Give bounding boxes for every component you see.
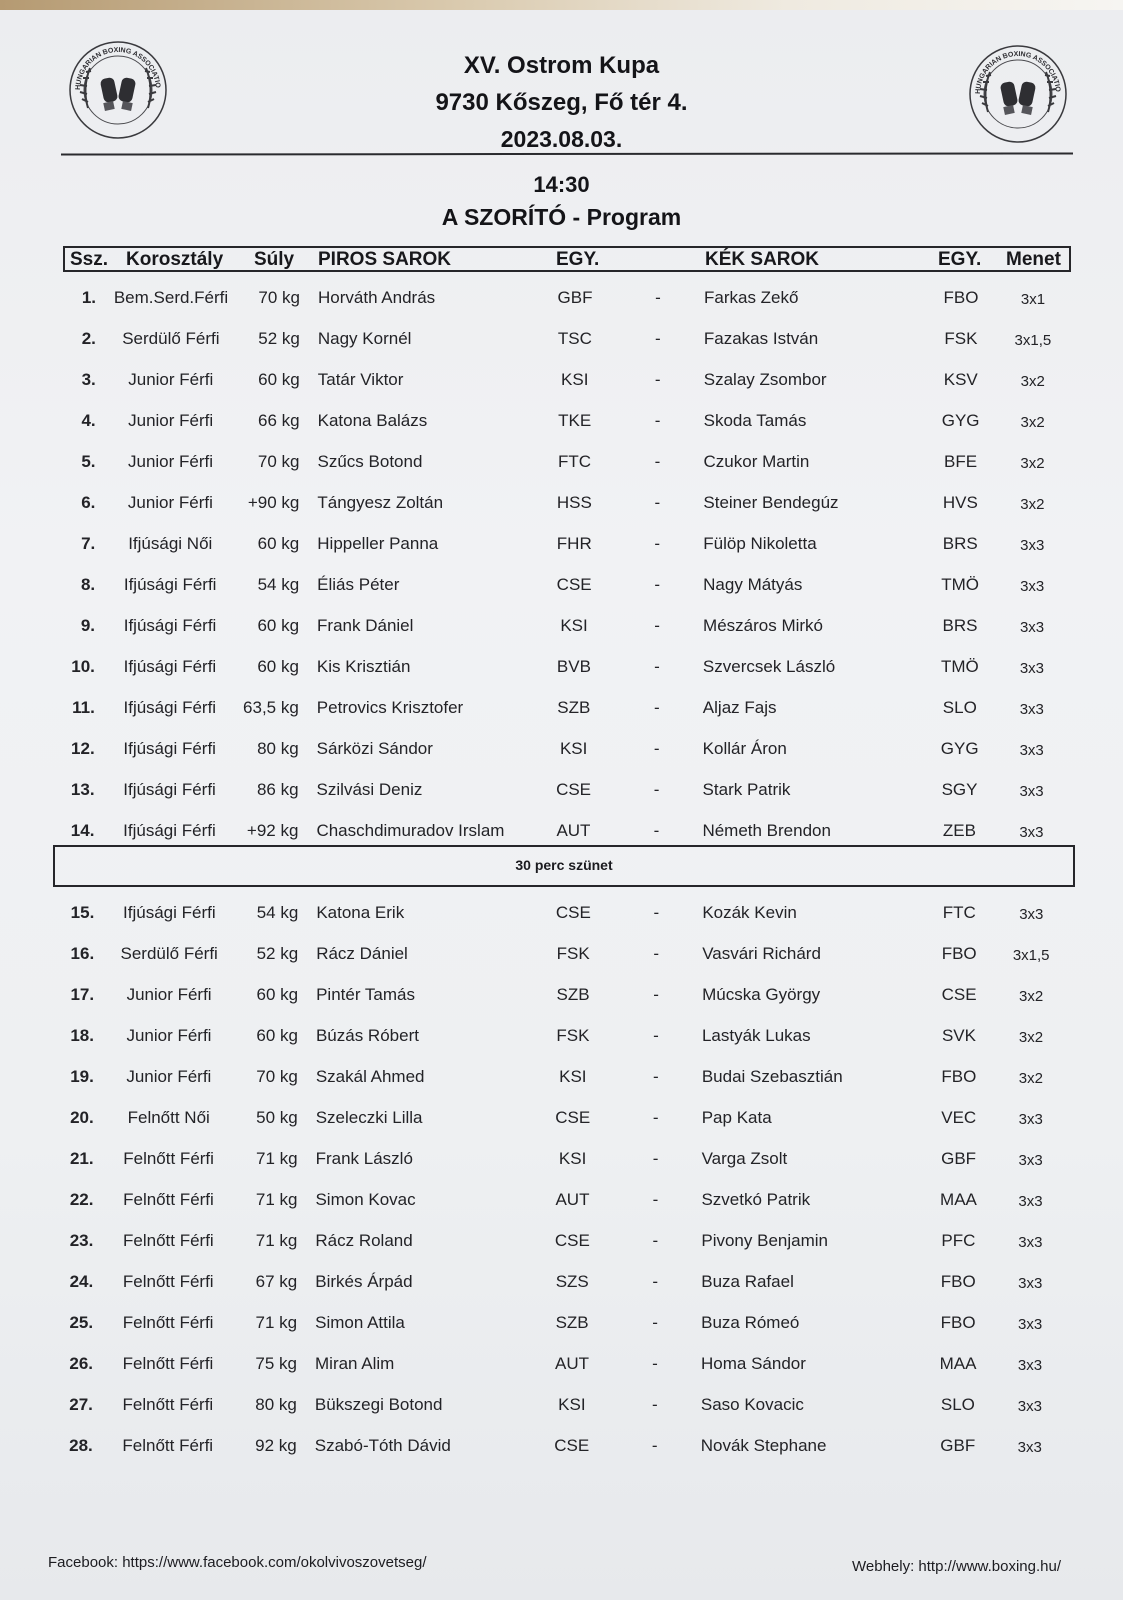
- program-title: A SZORÍTÓ - Program: [441, 204, 682, 230]
- bout-number: 20.: [70, 1108, 94, 1127]
- rounds: 3x3: [1019, 660, 1044, 677]
- age-group: Ifjúsági Férfi: [123, 657, 217, 676]
- rounds: 3x3: [1019, 824, 1044, 841]
- versus-dash: -: [653, 944, 660, 963]
- weight-class: 92 kg: [255, 1436, 297, 1455]
- blue-corner-club: BRS: [942, 616, 978, 635]
- rounds: 3x2: [1018, 1029, 1044, 1046]
- red-corner-club: GBF: [557, 288, 593, 307]
- weight-class: 71 kg: [255, 1313, 298, 1332]
- weight-class: 67 kg: [255, 1272, 298, 1291]
- table-row: [0, 1436, 1123, 1466]
- age-group: Junior Férfi: [128, 452, 214, 471]
- red-corner-boxer: Kis Krisztián: [316, 657, 411, 676]
- rounds: 3x3: [1019, 742, 1044, 759]
- rounds: 3x3: [1019, 619, 1045, 636]
- weight-class: 70 kg: [258, 288, 300, 307]
- bout-number: 12.: [71, 739, 95, 758]
- red-corner-club: CSE: [556, 575, 592, 594]
- weight-class: 80 kg: [255, 1395, 297, 1414]
- col-header-blue-club: EGY.: [938, 249, 982, 270]
- age-group: Felnőtt Férfi: [123, 1231, 214, 1250]
- red-corner-boxer: Szabó-Tóth Dávid: [314, 1436, 451, 1455]
- bout-number: 28.: [69, 1436, 93, 1455]
- blue-corner-club: FTC: [942, 903, 976, 922]
- versus-dash: -: [653, 1026, 659, 1045]
- age-group: Junior Férfi: [126, 985, 212, 1004]
- red-corner-club: FHR: [556, 534, 592, 553]
- table-row: [0, 985, 1123, 1015]
- red-corner-boxer: Horváth András: [318, 288, 436, 307]
- wood-strip: [0, 0, 1123, 10]
- table-row: [0, 534, 1123, 564]
- event-title: XV. Ostrom Kupa: [463, 52, 660, 79]
- age-group: Ifjúsági Férfi: [123, 903, 216, 922]
- red-corner-club: CSE: [555, 1108, 591, 1127]
- table-row: [0, 698, 1123, 728]
- bout-number: 2.: [81, 329, 96, 348]
- table-row: [0, 944, 1123, 974]
- versus-dash: -: [652, 1190, 659, 1209]
- weight-class: 86 kg: [256, 780, 299, 799]
- rounds: 3x3: [1017, 1439, 1042, 1456]
- red-corner-boxer: Hippeller Panna: [317, 534, 439, 553]
- weight-class: 54 kg: [257, 575, 300, 594]
- age-group: Felnőtt Férfi: [122, 1313, 214, 1332]
- red-corner-club: KSI: [558, 1395, 586, 1414]
- age-group: Felnőtt Férfi: [123, 1149, 214, 1168]
- red-corner-boxer: Tatár Viktor: [317, 370, 404, 389]
- bout-number: 5.: [81, 452, 96, 471]
- red-corner-boxer: Rácz Roland: [315, 1231, 413, 1250]
- bout-number: 8.: [80, 575, 96, 594]
- age-group: Junior Férfi: [128, 370, 214, 389]
- age-group: Bem.Serd.Férfi: [113, 288, 229, 307]
- red-corner-boxer: Frank Dániel: [317, 616, 414, 635]
- age-group: Felnőtt Női: [127, 1108, 210, 1127]
- blue-corner-boxer: Steiner Bendegúz: [703, 493, 839, 512]
- program-time: 14:30: [533, 172, 590, 197]
- weight-class: 71 kg: [255, 1231, 298, 1250]
- red-corner-boxer: Bükszegi Botond: [314, 1395, 443, 1414]
- red-corner-club: AUT: [555, 1354, 589, 1373]
- blue-corner-club: FBO: [940, 1313, 976, 1332]
- bout-number: 10.: [71, 657, 95, 676]
- red-corner-club: CSE: [554, 1436, 590, 1455]
- rounds: 3x3: [1020, 578, 1045, 595]
- red-corner-club: KSI: [558, 1149, 587, 1168]
- red-corner-boxer: Búzás Róbert: [315, 1026, 419, 1045]
- weight-class: +92 kg: [246, 821, 299, 840]
- blue-corner-club: SGY: [941, 780, 978, 799]
- red-corner-boxer: Éliás Péter: [317, 575, 400, 594]
- bout-number: 4.: [81, 411, 96, 430]
- weight-class: 75 kg: [255, 1354, 297, 1373]
- rounds: 3x1,5: [1014, 332, 1052, 349]
- blue-corner-boxer: Budai Szebasztián: [701, 1067, 843, 1086]
- weight-class: 60 kg: [258, 370, 300, 389]
- versus-dash: -: [653, 698, 660, 717]
- bout-number: 11.: [72, 698, 95, 717]
- blue-corner-boxer: Aljaz Fajs: [702, 698, 777, 717]
- table-row: [0, 1354, 1123, 1384]
- col-header-blue-corner: KÉK SAROK: [705, 249, 820, 270]
- blue-corner-club: GYG: [940, 739, 979, 758]
- rounds: 3x3: [1018, 1316, 1043, 1333]
- versus-dash: -: [652, 1354, 658, 1373]
- versus-dash: -: [653, 985, 659, 1004]
- rounds: 3x3: [1018, 1275, 1043, 1292]
- col-header-age-group: Korosztály: [126, 249, 224, 270]
- blue-corner-boxer: Skoda Tamás: [703, 411, 807, 430]
- weight-class: 70 kg: [256, 1067, 298, 1086]
- break-notice: 30 perc szünet: [53, 845, 1075, 887]
- versus-dash: -: [653, 739, 660, 758]
- table-row: [0, 903, 1123, 933]
- red-corner-boxer: Szilvási Deniz: [316, 780, 423, 799]
- rounds: 3x3: [1018, 1111, 1043, 1128]
- rounds: 3x2: [1020, 496, 1045, 513]
- red-corner-club: KSI: [559, 1067, 587, 1086]
- bout-number: 18.: [70, 1026, 94, 1045]
- red-corner-boxer: Sárközi Sándor: [316, 739, 433, 758]
- blue-corner-boxer: Novák Stephane: [700, 1436, 827, 1455]
- red-corner-club: KSI: [560, 616, 588, 635]
- blue-corner-club: ZEB: [942, 821, 976, 840]
- blue-corner-club: SVK: [941, 1026, 976, 1045]
- facebook-link[interactable]: Facebook: https://www.facebook.com/okolvivoszovetseg/: [48, 1554, 427, 1571]
- table-row: [0, 657, 1123, 687]
- weight-class: 50 kg: [256, 1108, 298, 1127]
- blue-corner-boxer: Czukor Martin: [703, 452, 810, 471]
- blue-corner-club: PFC: [941, 1231, 976, 1250]
- bout-number: 15.: [70, 903, 95, 922]
- red-corner-boxer: Szakál Ahmed: [315, 1067, 425, 1086]
- versus-dash: -: [652, 1149, 659, 1168]
- table-row: [0, 452, 1123, 482]
- versus-dash: -: [653, 821, 660, 840]
- age-group: Felnőtt Férfi: [122, 1395, 214, 1414]
- versus-dash: -: [654, 452, 661, 471]
- weight-class: 60 kg: [256, 1026, 298, 1045]
- red-corner-club: AUT: [556, 821, 591, 840]
- table-row: [0, 1108, 1123, 1138]
- age-group: Ifjúsági Férfi: [123, 739, 216, 758]
- table-row: [0, 1149, 1123, 1179]
- blue-corner-club: FSK: [944, 329, 978, 348]
- blue-corner-boxer: Buza Rafael: [701, 1272, 794, 1291]
- age-group: Felnőtt Férfi: [122, 1354, 214, 1373]
- versus-dash: -: [654, 493, 661, 512]
- weight-class: 66 kg: [258, 411, 300, 430]
- blue-corner-boxer: Stark Patrik: [702, 780, 791, 799]
- versus-dash: -: [652, 1313, 658, 1332]
- col-header-red-club: EGY.: [556, 249, 600, 270]
- versus-dash: -: [652, 1395, 658, 1414]
- red-corner-club: CSE: [556, 780, 592, 799]
- blue-corner-club: FBO: [943, 288, 979, 307]
- versus-dash: -: [654, 657, 660, 676]
- age-group: Ifjúsági Férfi: [123, 821, 216, 840]
- rounds: 3x3: [1017, 1357, 1043, 1374]
- red-corner-club: CSE: [554, 1231, 590, 1250]
- rounds: 3x1: [1020, 291, 1046, 308]
- age-group: Junior Férfi: [126, 1026, 212, 1045]
- blue-corner-boxer: Lastyák Lukas: [701, 1026, 811, 1045]
- red-corner-boxer: Tángyesz Zoltán: [317, 493, 444, 512]
- weight-class: 54 kg: [256, 903, 299, 922]
- weight-class: 60 kg: [256, 985, 299, 1004]
- table-row: [0, 1190, 1123, 1220]
- red-corner-club: CSE: [555, 903, 591, 922]
- weight-class: 71 kg: [256, 1149, 298, 1168]
- age-group: Junior Férfi: [127, 493, 213, 512]
- versus-dash: -: [654, 534, 661, 553]
- versus-dash: -: [654, 411, 661, 430]
- rounds: 3x2: [1018, 1070, 1043, 1087]
- blue-corner-boxer: Kollár Áron: [702, 739, 787, 758]
- red-corner-club: SZB: [555, 1313, 589, 1332]
- table-row: [0, 575, 1123, 605]
- red-corner-boxer: Simon Attila: [315, 1313, 405, 1332]
- table-row: [0, 493, 1123, 523]
- red-corner-club: BVB: [556, 657, 591, 676]
- bout-number: 26.: [69, 1354, 93, 1373]
- website-link[interactable]: Webhely: http://www.boxing.hu/: [852, 1558, 1062, 1575]
- bout-number: 6.: [81, 493, 96, 512]
- blue-corner-boxer: Buza Rómeó: [701, 1313, 800, 1332]
- header-divider: [61, 152, 1073, 155]
- table-row: [0, 1313, 1123, 1343]
- red-corner-boxer: Szűcs Botond: [317, 452, 423, 471]
- red-corner-boxer: Miran Alim: [315, 1354, 395, 1373]
- col-header-red-corner: PIROS SAROK: [318, 249, 452, 270]
- versus-dash: -: [655, 288, 661, 307]
- table-row: [0, 411, 1123, 441]
- bout-number: 14.: [70, 821, 95, 840]
- weight-class: 60 kg: [257, 657, 299, 676]
- blue-corner-club: GYG: [941, 411, 980, 430]
- blue-corner-boxer: Szvercsek László: [702, 657, 836, 676]
- blue-corner-club: HVS: [942, 493, 978, 512]
- red-corner-club: SZB: [557, 698, 591, 717]
- bout-number: 16.: [70, 944, 95, 963]
- rounds: 3x3: [1019, 783, 1044, 800]
- rounds: 3x3: [1020, 537, 1045, 554]
- versus-dash: -: [653, 780, 660, 799]
- blue-corner-club: FBO: [940, 1272, 976, 1291]
- versus-dash: -: [652, 1108, 659, 1127]
- weight-class: 52 kg: [256, 944, 299, 963]
- table-row: [0, 1395, 1123, 1425]
- red-corner-club: FSK: [556, 944, 590, 963]
- age-group: Ifjúsági Férfi: [123, 780, 216, 799]
- table-row: [0, 1067, 1123, 1097]
- bout-number: 27.: [69, 1395, 93, 1414]
- table-row: [0, 329, 1123, 359]
- blue-corner-club: GBF: [940, 1436, 976, 1455]
- red-corner-club: FSK: [556, 1026, 590, 1045]
- logo-arc-text: HUNGARIAN BOXING ASSOCIATIO: [974, 50, 1062, 95]
- red-corner-club: HSS: [556, 493, 592, 512]
- red-corner-club: AUT: [555, 1190, 590, 1209]
- red-corner-boxer: Katona Balázs: [317, 411, 428, 430]
- rounds: 3x2: [1018, 988, 1044, 1005]
- bout-number: 22.: [69, 1190, 94, 1209]
- table-row: [0, 1231, 1123, 1261]
- bout-number: 17.: [70, 985, 95, 1004]
- blue-corner-club: BRS: [942, 534, 978, 553]
- event-date: 2023.08.03.: [500, 126, 623, 152]
- bout-number: 23.: [69, 1231, 94, 1250]
- col-header-weight: Súly: [254, 249, 295, 270]
- blue-corner-club: FBO: [941, 944, 977, 963]
- blue-corner-club: SLO: [940, 1395, 975, 1414]
- blue-corner-boxer: Szvetkó Patrik: [701, 1190, 811, 1209]
- blue-corner-club: TMÖ: [941, 575, 980, 594]
- red-corner-boxer: Simon Kovac: [315, 1190, 416, 1209]
- table-row: [0, 288, 1123, 318]
- red-corner-club: TSC: [557, 329, 592, 348]
- red-corner-club: FTC: [557, 452, 592, 471]
- blue-corner-boxer: Varga Zsolt: [701, 1149, 788, 1168]
- age-group: Felnőtt Férfi: [123, 1190, 214, 1209]
- age-group: Junior Férfi: [126, 1067, 212, 1086]
- blue-corner-club: FBO: [941, 1067, 977, 1086]
- bout-number: 25.: [69, 1313, 94, 1332]
- weight-class: +90 kg: [247, 493, 300, 512]
- bout-number: 24.: [69, 1272, 94, 1291]
- blue-corner-club: VEC: [941, 1108, 977, 1127]
- blue-corner-boxer: Nagy Mátyás: [703, 575, 803, 594]
- age-group: Ifjúsági Férfi: [123, 616, 217, 635]
- blue-corner-boxer: Szalay Zsombor: [703, 370, 827, 389]
- blue-corner-boxer: Múcska György: [702, 985, 821, 1004]
- rounds: 3x3: [1017, 1398, 1042, 1415]
- red-corner-boxer: Frank László: [315, 1149, 413, 1168]
- col-header-rounds: Menet: [1006, 249, 1061, 270]
- event-address: 9730 Kőszeg, Fő tér 4.: [435, 89, 688, 116]
- rounds: 3x3: [1018, 1193, 1043, 1210]
- blue-corner-club: BFE: [943, 452, 978, 471]
- rounds: 3x1,5: [1012, 947, 1050, 964]
- blue-corner-boxer: Fazakas István: [703, 329, 819, 348]
- age-group: Junior Férfi: [128, 411, 214, 430]
- bout-number: 9.: [80, 616, 96, 635]
- versus-dash: -: [651, 1436, 658, 1455]
- versus-dash: -: [655, 329, 661, 348]
- weight-class: 63,5 kg: [243, 698, 299, 717]
- red-corner-boxer: Petrovics Krisztofer: [316, 698, 464, 717]
- versus-dash: -: [652, 1272, 659, 1291]
- blue-corner-club: SLO: [942, 698, 977, 717]
- weight-class: 60 kg: [257, 534, 300, 553]
- blue-corner-boxer: Saso Kovacic: [700, 1395, 804, 1414]
- versus-dash: -: [652, 1067, 659, 1086]
- red-corner-boxer: Birkés Árpád: [315, 1272, 413, 1291]
- weight-class: 60 kg: [257, 616, 300, 635]
- rounds: 3x3: [1018, 1234, 1043, 1251]
- rounds: 3x2: [1020, 373, 1045, 390]
- rounds: 3x3: [1019, 906, 1044, 923]
- blue-corner-club: MAA: [939, 1354, 977, 1373]
- weight-class: 71 kg: [255, 1190, 298, 1209]
- age-group: Ifjúsági Férfi: [123, 575, 217, 594]
- bout-number: 19.: [70, 1067, 94, 1086]
- blue-corner-boxer: Homa Sándor: [701, 1354, 806, 1373]
- red-corner-boxer: Szeleczki Lilla: [315, 1108, 423, 1127]
- weight-class: 80 kg: [257, 739, 299, 758]
- col-header-number: Ssz.: [70, 249, 109, 270]
- red-corner-club: SZS: [555, 1272, 589, 1291]
- blue-corner-boxer: Fülöp Nikoletta: [703, 534, 817, 553]
- blue-corner-boxer: Pap Kata: [701, 1108, 772, 1127]
- table-row: [0, 780, 1123, 810]
- bout-number: 1.: [81, 288, 96, 307]
- weight-class: 70 kg: [257, 452, 300, 471]
- red-corner-boxer: Katona Erik: [316, 903, 405, 922]
- red-corner-boxer: Chaschdimuradov Irslam: [316, 821, 505, 840]
- blue-corner-boxer: Kozák Kevin: [702, 903, 797, 922]
- versus-dash: -: [654, 370, 661, 389]
- age-group: Serdülő Férfi: [120, 944, 218, 963]
- blue-corner-boxer: Vasvári Richárd: [702, 944, 821, 963]
- table-row: [0, 1026, 1123, 1056]
- rounds: 3x2: [1020, 455, 1045, 472]
- versus-dash: -: [653, 903, 660, 922]
- age-group: Felnőtt Férfi: [122, 1436, 214, 1455]
- age-group: Ifjúsági Női: [128, 534, 213, 553]
- red-corner-boxer: Pintér Tamás: [316, 985, 415, 1004]
- age-group: Felnőtt Férfi: [122, 1272, 214, 1291]
- versus-dash: -: [652, 1231, 659, 1250]
- blue-corner-boxer: Pivony Benjamin: [701, 1231, 828, 1250]
- rounds: 3x3: [1018, 1152, 1043, 1169]
- blue-corner-club: TMÖ: [941, 657, 979, 676]
- bout-number: 7.: [81, 534, 96, 553]
- rounds: 3x3: [1019, 701, 1044, 718]
- red-corner-club: SZB: [556, 985, 590, 1004]
- age-group: Ifjúsági Férfi: [123, 698, 217, 717]
- versus-dash: -: [654, 616, 660, 635]
- blue-corner-club: KSV: [943, 370, 978, 389]
- rounds: 3x2: [1020, 414, 1045, 431]
- red-corner-boxer: Nagy Kornél: [317, 329, 412, 348]
- blue-corner-boxer: Mészáros Mirkó: [703, 616, 823, 635]
- table-row: [0, 616, 1123, 646]
- table-row: [0, 370, 1123, 400]
- blue-corner-club: MAA: [940, 1190, 977, 1209]
- red-corner-boxer: Rácz Dániel: [316, 944, 408, 963]
- table-row: [0, 1272, 1123, 1302]
- blue-corner-club: CSE: [941, 985, 977, 1004]
- blue-corner-boxer: Farkas Zekő: [704, 288, 799, 307]
- red-corner-club: KSI: [559, 739, 588, 758]
- blue-corner-boxer: Németh Brendon: [702, 821, 831, 840]
- weight-class: 52 kg: [258, 329, 300, 348]
- bout-number: 21.: [69, 1149, 94, 1168]
- blue-corner-club: GBF: [941, 1149, 977, 1168]
- red-corner-club: TKE: [558, 411, 592, 430]
- bout-number: 3.: [81, 370, 96, 389]
- logo-arc-text: HUNGARIAN BOXING ASSOCIATIO: [74, 46, 162, 91]
- bout-number: 13.: [70, 780, 95, 799]
- versus-dash: -: [654, 575, 660, 594]
- red-corner-club: KSI: [561, 370, 589, 389]
- age-group: Serdülő Férfi: [122, 329, 220, 348]
- table-row: [0, 739, 1123, 769]
